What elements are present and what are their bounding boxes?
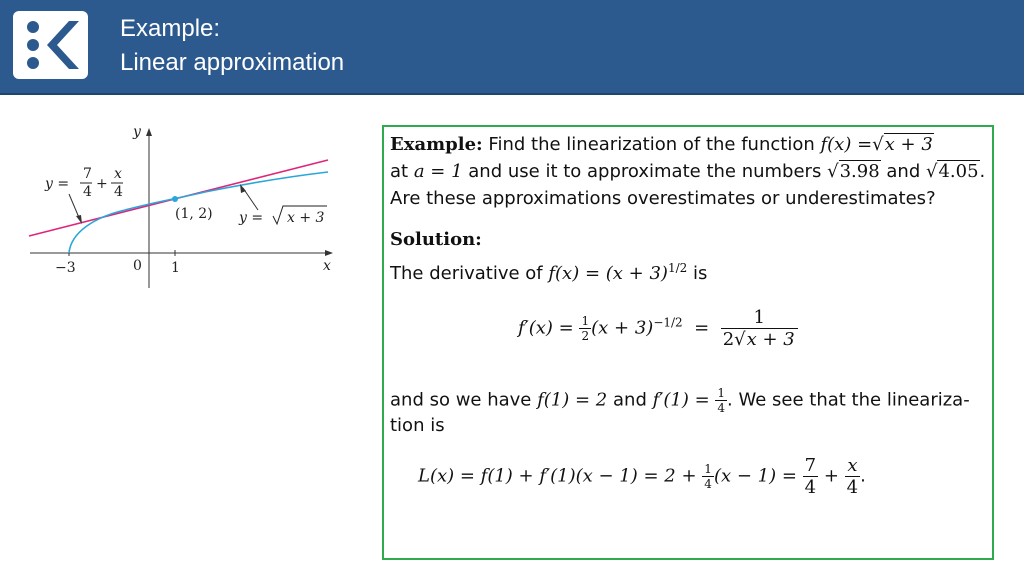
- logo: [13, 11, 88, 79]
- so-fp1-num: 1: [717, 386, 726, 400]
- line-label-prefix: y =: [45, 176, 70, 192]
- x-axis-label: x: [323, 258, 331, 274]
- so-fp1-den: 4: [717, 401, 726, 415]
- eq1-half-den: 2: [581, 329, 590, 343]
- example-label: Example:: [390, 134, 483, 155]
- problem-line-1: Example: Find the linearization of the function f(x) =√x + 3: [390, 134, 933, 155]
- eq2-f2-den: 4: [846, 477, 859, 498]
- y-axis-label: y: [133, 124, 141, 140]
- curve-label-prefix: y =: [239, 210, 264, 226]
- eq2-mid: (x − 1) =: [713, 465, 797, 487]
- tick-label-0: 0: [133, 258, 142, 274]
- eq2-plus: +: [823, 465, 839, 487]
- y-axis-arrow: [146, 128, 152, 136]
- eq2-q-den: 4: [704, 477, 712, 491]
- eq1-mid: (x + 3): [591, 317, 654, 339]
- so-and: and: [613, 389, 647, 411]
- eq1-frac-num: 1: [721, 307, 798, 329]
- problem-line2-text: and use it to approximate the numbers: [468, 161, 822, 182]
- tick-label-1: 1: [171, 260, 180, 276]
- eq1-lhs: f′(x) =: [518, 317, 574, 339]
- so-line-1: [390, 386, 970, 415]
- point-label: (1, 2): [175, 206, 213, 222]
- eq2-lhs: L(x) = f(1) + f′(1)(x − 1) = 2 +: [418, 465, 697, 487]
- line-frac1-num: 7: [83, 166, 92, 182]
- problem-and: and: [886, 161, 921, 182]
- x-axis-arrow: [325, 250, 333, 256]
- derivative-intro: [390, 261, 707, 284]
- deriv-is: is: [692, 263, 708, 284]
- header-bar: [0, 0, 1024, 95]
- eq1-half-num: 1: [581, 314, 590, 328]
- problem-line1-text: Find the linearization of the function: [488, 134, 815, 155]
- tick-label-neg3: −3: [55, 260, 76, 276]
- problem-num1: 3.98: [839, 161, 880, 182]
- so-f1: f(1) = 2: [537, 389, 608, 411]
- curve-label-radicand: x + 3: [287, 210, 325, 226]
- linearization-graph: [25, 122, 345, 292]
- so-text2: . We see that the lineariza-: [727, 389, 970, 411]
- so-text1: and so we have: [390, 389, 532, 411]
- example-box: [382, 125, 994, 560]
- slide-title-line1: Example:: [120, 15, 221, 42]
- eq1-frac-den-2: 2: [722, 329, 735, 350]
- eq2-end: .: [860, 465, 866, 487]
- problem-sqrt-x3: x + 3: [884, 134, 933, 155]
- eq1-eq: =: [694, 317, 710, 339]
- eq2-f2-num: x: [845, 455, 860, 477]
- line-frac1-den: 4: [83, 184, 92, 200]
- eq2-q-num: 1: [704, 462, 712, 476]
- deriv-fx: f(x) = (x + 3): [548, 263, 668, 284]
- eq2-f1-num: 7: [804, 455, 817, 476]
- slide-title-line2: Linear approximation: [120, 49, 345, 76]
- curve-label-pointer: [243, 188, 258, 210]
- derivative-equation: f′(x) = $\frac{1}{2}$ $(x + 3)^{-1/2}$ = $\frac{1}{2√x + 3}$: [518, 307, 798, 350]
- eq2-f1-den: 4: [804, 477, 817, 498]
- deriv-exp: 1/2: [667, 261, 688, 275]
- so-line-2: tion is: [390, 415, 445, 436]
- problem-at: at: [390, 161, 409, 182]
- problem-num2: 4.05: [938, 161, 979, 182]
- eq1-frac-den-rad: x + 3: [746, 329, 795, 350]
- line-frac2-num: x: [114, 166, 122, 182]
- problem-line-3: Are these approximations overestimates or underestimates?: [390, 188, 936, 209]
- problem-period: .: [979, 161, 986, 182]
- line-frac2-den: 4: [114, 184, 123, 200]
- deriv-intro-text: The derivative of: [390, 263, 543, 284]
- tangent-point: [172, 196, 178, 202]
- so-fp1: f′(1) =: [652, 389, 710, 411]
- logo-icon: [13, 11, 88, 79]
- problem-a-eq-1: a = 1: [413, 161, 463, 182]
- solution-label: Solution:: [390, 229, 482, 250]
- eq1-exp: −1/2: [653, 315, 683, 330]
- problem-line-2: at a = 1 and use it to approximate the numbers √3.98 and √4.05.: [390, 161, 986, 182]
- problem-fx: f(x) =: [820, 134, 873, 155]
- linearization-equation: [418, 455, 866, 498]
- line-label-plus: +: [96, 176, 108, 192]
